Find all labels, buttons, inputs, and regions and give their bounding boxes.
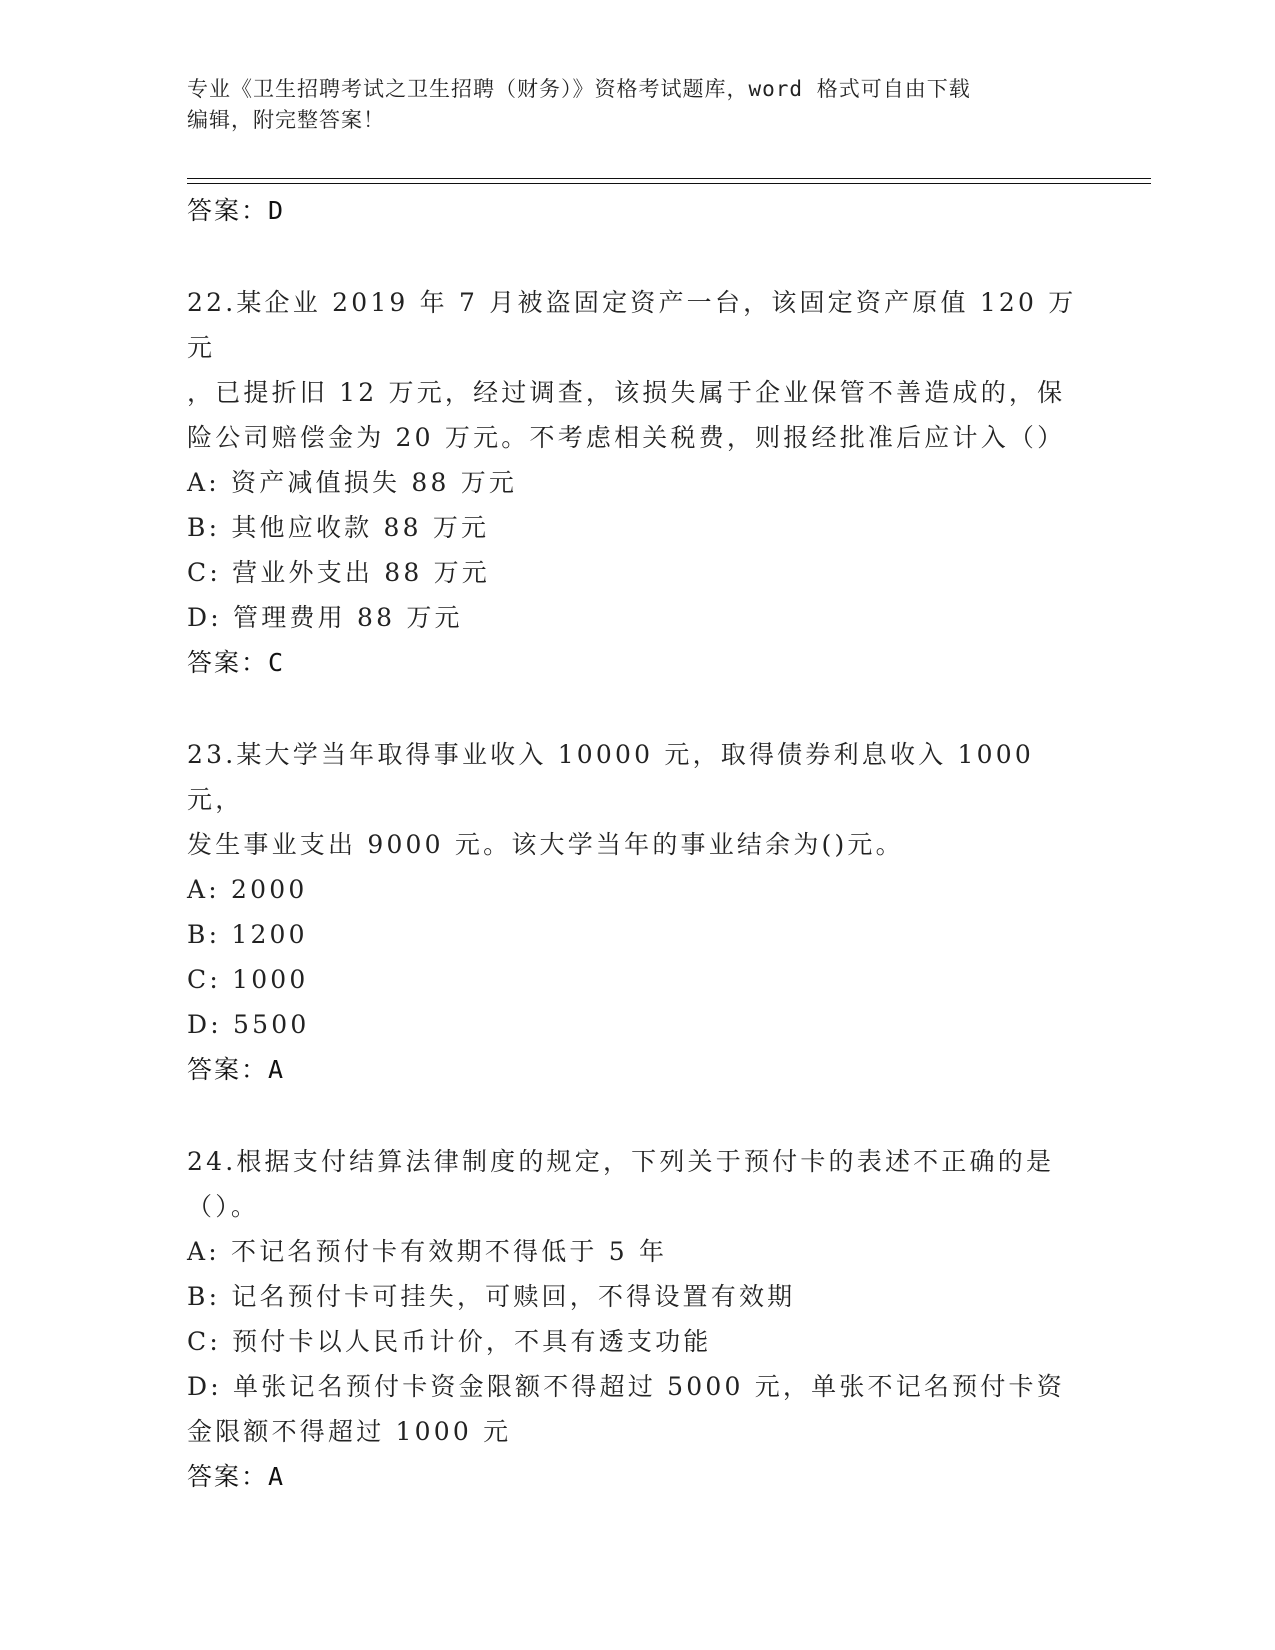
answer-label: 答案： xyxy=(187,1055,269,1084)
question-text-line: ，已提折旧 12 万元，经过调查，该损失属于企业保管不善造成的，保 xyxy=(187,378,1066,407)
question-24 xyxy=(187,1139,1087,1500)
option-c: C: 营业外支出 88 万元 xyxy=(187,558,491,587)
answer-line-21 xyxy=(187,188,1087,234)
option-c: C: 1000 xyxy=(187,965,309,994)
option-b: B: 其他应收款 88 万元 xyxy=(187,513,490,542)
option-a: A: 不记名预付卡有效期不得低于 5 年 xyxy=(187,1237,668,1266)
option-b: B: 记名预付卡可挂失，可赎回，不得设置有效期 xyxy=(187,1282,796,1311)
header-line-1: 专业《卫生招聘考试之卫生招聘（财务）》资格考试题库，word 格式可自由下载 xyxy=(187,77,971,101)
document-body xyxy=(187,188,1087,1500)
answer-line xyxy=(187,640,1087,686)
option-c: C: 预付卡以人民币计价，不具有透支功能 xyxy=(187,1327,712,1356)
header-divider-bottom xyxy=(187,183,1151,184)
question-22 xyxy=(187,280,1087,686)
answer-value: D xyxy=(268,196,284,225)
answer-value: A xyxy=(268,1462,284,1491)
option-d: D: 管理费用 88 万元 xyxy=(187,603,463,632)
question-text-line: 22.某企业 2019 年 7 月被盗固定资产一台，该固定资产原值 120 万元 xyxy=(187,288,1077,362)
answer-value: C xyxy=(268,648,284,677)
option-a: A: 2000 xyxy=(187,875,308,904)
option-b: B: 1200 xyxy=(187,920,308,949)
answer-value: A xyxy=(268,1055,284,1084)
question-text-line: 23.某大学当年取得事业收入 10000 元，取得债券利息收入 1000 元， xyxy=(187,740,1046,814)
answer-label: 答案： xyxy=(187,196,269,225)
question-23 xyxy=(187,732,1087,1093)
question-text-line: 发生事业支出 9000 元。该大学当年的事业结余为()元。 xyxy=(187,830,904,859)
option-d: D: 5500 xyxy=(187,1010,310,1039)
option-d: D: 单张记名预付卡资金限额不得超过 5000 元，单张不记名预付卡资 金限额不得超过 1000 元 xyxy=(187,1372,1065,1446)
answer-label: 答案： xyxy=(187,1462,269,1491)
option-a: A: 资产减值损失 88 万元 xyxy=(187,468,518,497)
page-header xyxy=(187,74,1067,136)
answer-line xyxy=(187,1047,1087,1093)
header-divider-top xyxy=(187,178,1151,179)
question-text-line: （）。 xyxy=(187,1192,260,1221)
answer-label: 答案： xyxy=(187,648,269,677)
answer-line xyxy=(187,1454,1087,1500)
header-line-2: 编辑，附完整答案！ xyxy=(187,108,385,132)
question-text-line: 24.根据支付结算法律制度的规定，下列关于预付卡的表述不正确的是 xyxy=(187,1147,1055,1176)
question-text-line: 险公司赔偿金为 20 万元。不考虑相关税费，则报经批准后应计入（） xyxy=(187,423,1066,452)
